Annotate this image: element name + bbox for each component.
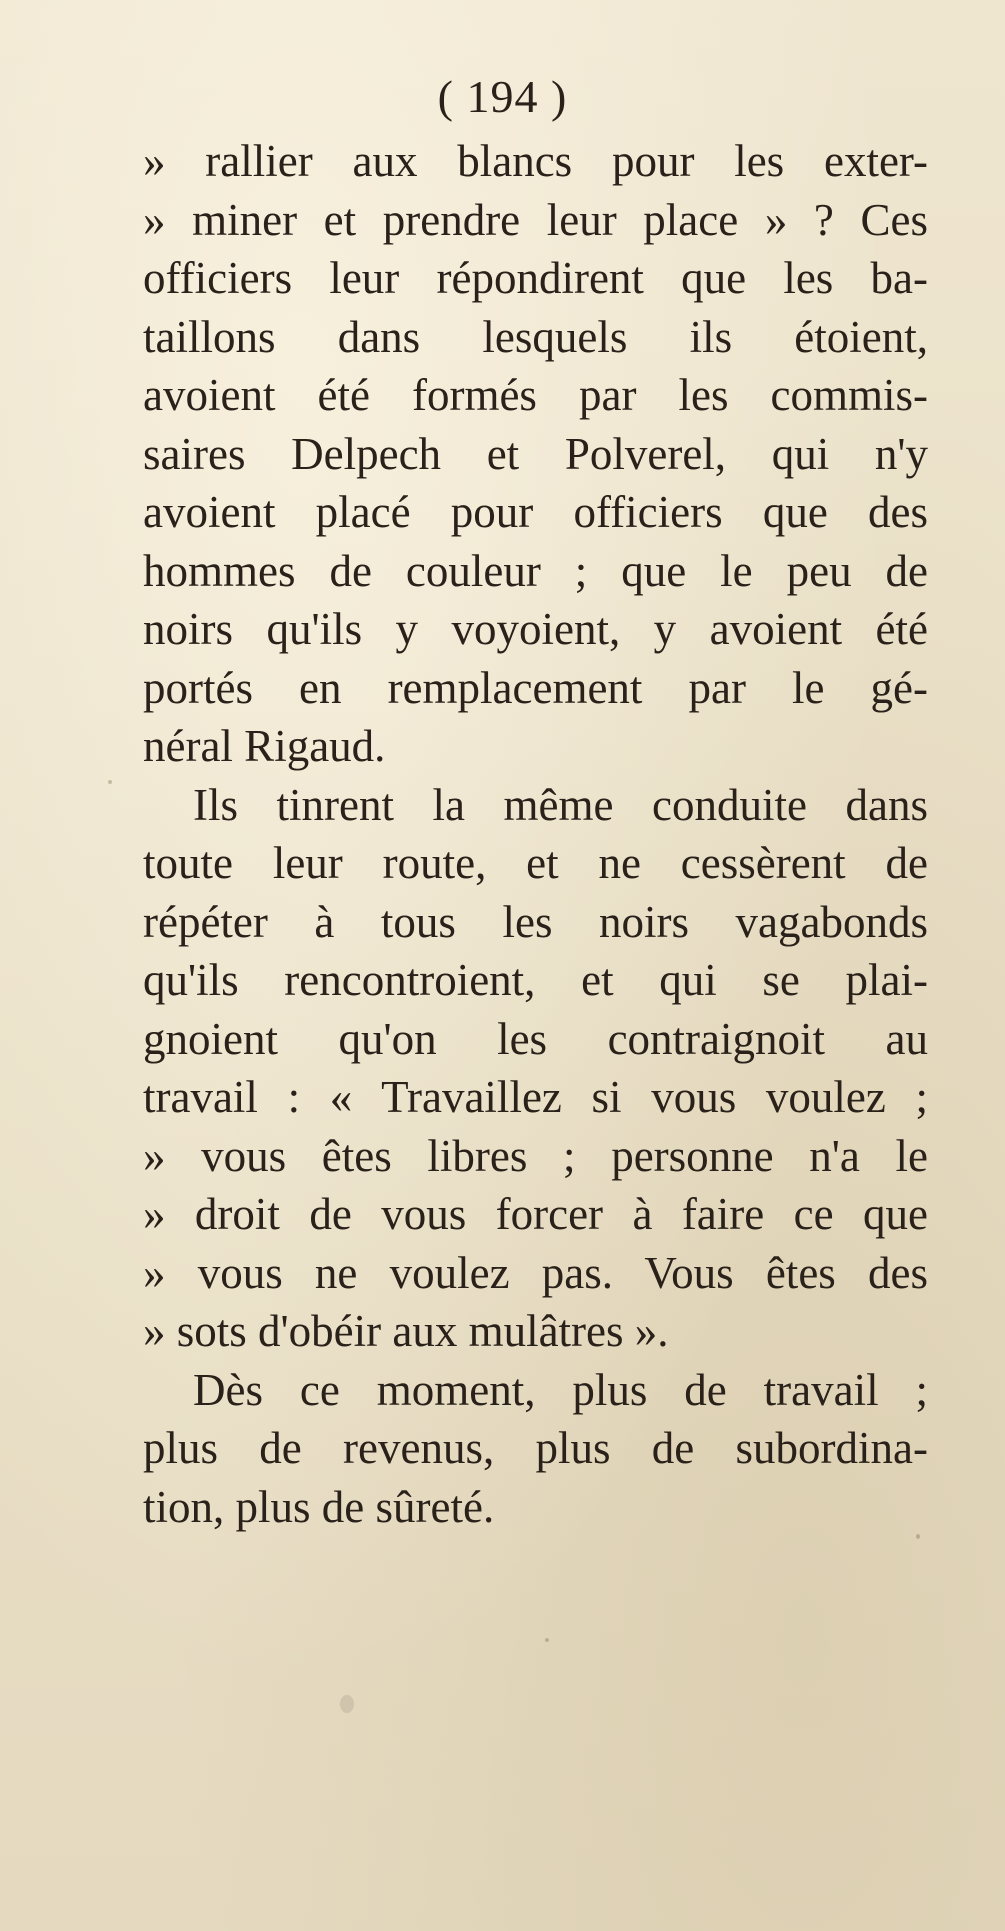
text-line: taillons dans lesquels ils étoient,: [143, 311, 928, 362]
paper-fleck: [545, 1638, 549, 1642]
paper-fleck: [916, 1534, 920, 1539]
paragraph-end-line: néral Rigaud.: [143, 721, 386, 771]
text-line: répéter à tous les noirs vagabonds: [143, 896, 928, 947]
text-line: hommes de couleur ; que le peu de: [143, 545, 928, 596]
paragraph-end-line: » sots d'obéir aux mulâtres ».: [143, 1306, 669, 1356]
paragraph-start-line: Ils tinrent la même conduite dans: [193, 779, 928, 830]
text-line: saires Delpech et Polverel, qui n'y: [143, 428, 928, 479]
text-line: » vous ne voulez pas. Vous êtes des: [143, 1247, 928, 1298]
paragraph-start-line: Dès ce moment, plus de travail ;: [193, 1364, 928, 1415]
paragraph-end-line: tion, plus de sûreté.: [143, 1481, 495, 1532]
paper-fleck: [340, 1695, 354, 1713]
text-line: noirs qu'ils y voyoient, y avoient été: [143, 604, 928, 654]
text-line: plus de revenus, plus de subordina-: [143, 1423, 928, 1473]
text-line: » miner et prendre leur place » ? Ces: [143, 194, 928, 245]
text-line: » vous êtes libres ; personne n'a le: [143, 1130, 928, 1181]
text-line: qu'ils rencontroient, et qui se plai-: [143, 955, 928, 1005]
text-line: » rallier aux blancs pour les exter-: [143, 136, 928, 186]
page-number: ( 194 ): [437, 71, 568, 122]
text-line: gnoient qu'on les contraignoit au: [143, 1013, 928, 1064]
text-line: toute leur route, et ne cessèrent de: [143, 838, 928, 888]
text-line: avoient été formés par les commis-: [143, 370, 928, 420]
text-line: » droit de vous forcer à faire ce que: [143, 1189, 928, 1239]
body-text: [143, 132, 928, 1536]
text-line: avoient placé pour officiers que des: [143, 487, 928, 537]
paper-fleck: [108, 780, 112, 784]
text-line: officiers leur répondirent que les ba-: [143, 253, 928, 303]
text-line: travail : « Travaillez si vous voulez ;: [143, 1072, 928, 1122]
text-line: portés en remplacement par le gé-: [143, 662, 928, 713]
